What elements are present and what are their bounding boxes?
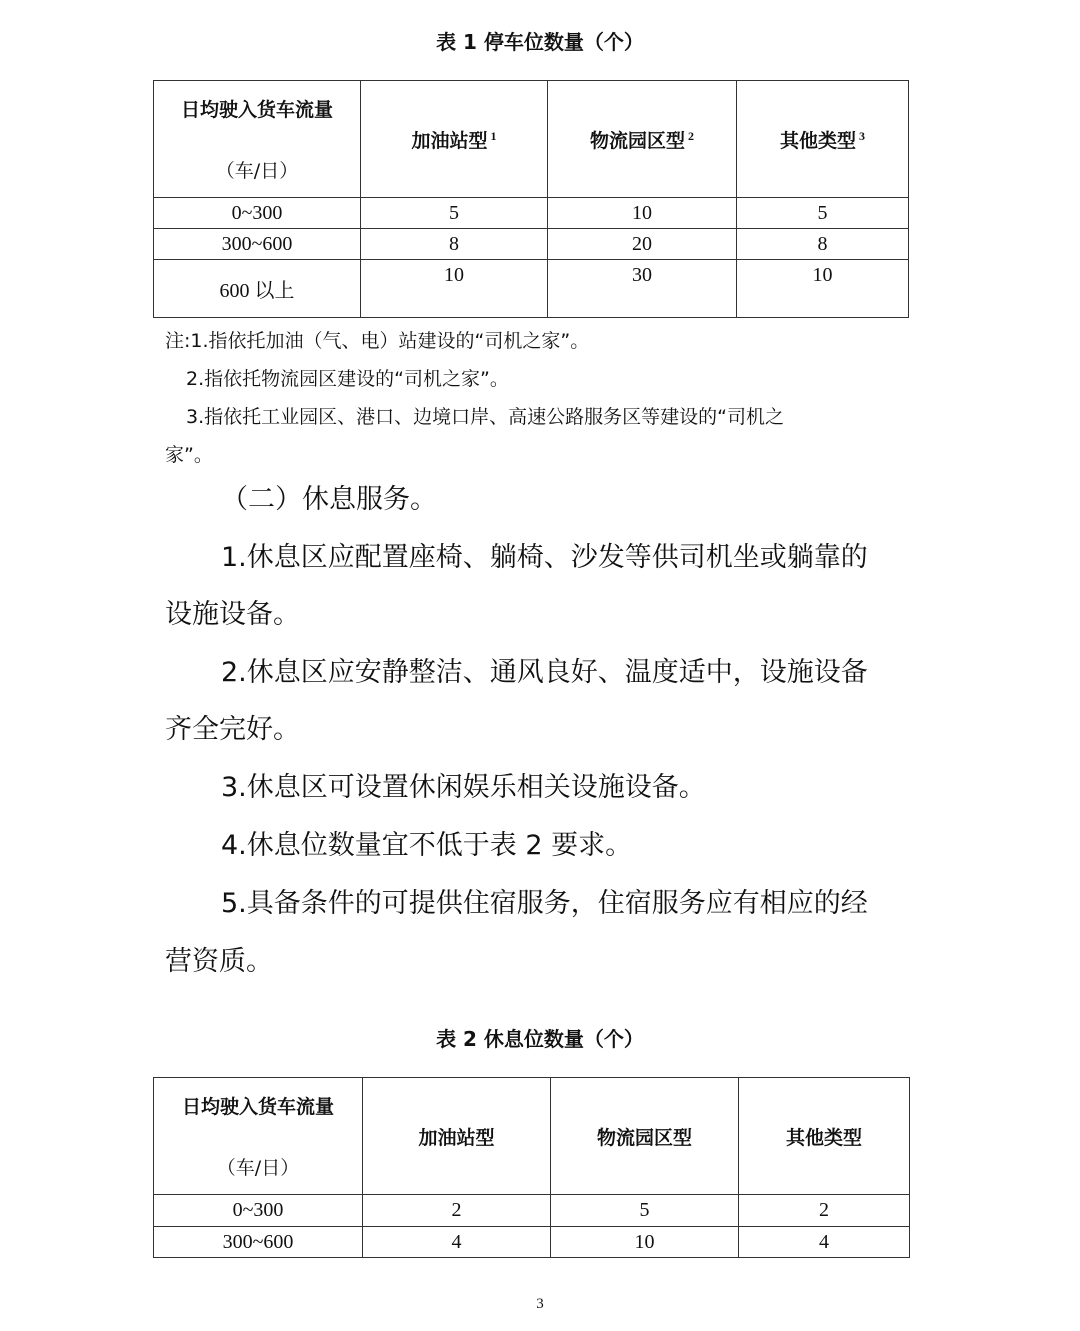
value-cell: 4 [739,1227,910,1258]
value-cell: 10 [551,1227,739,1258]
paragraph-2-line2: 齐全完好。 [165,714,300,745]
flow-header-line2: （车/日） [216,1157,300,1179]
footnote-marker: 3 [859,128,865,143]
table1-caption: 表 1 停车位数量（个） [436,30,644,54]
note-2: 2.指依托物流园区建设的“司机之家”。 [186,368,509,390]
table-row [154,1227,910,1258]
value-cell: 10 [548,198,737,229]
flow-cell: 300~600 [154,1227,363,1258]
table-row [154,1195,910,1227]
paragraph-5-line1: 5.具备条件的可提供住宿服务，住宿服务应有相应的经 [221,888,868,919]
value-cell: 8 [737,229,909,260]
table2-header-other: 其他类型 [739,1078,910,1195]
paragraph-3: 3.休息区可设置休闲娱乐相关设施设备。 [221,772,706,803]
flow-cell: 300~600 [154,229,361,260]
flow-header-line2: （车/日） [215,160,299,182]
table2-header-flow [154,1078,363,1195]
table1-header-logistics-park: 物流园区型 $^2$ [548,81,737,198]
value-cell: 20 [548,229,737,260]
value-cell: 4 [363,1227,551,1258]
paragraph-4: 4.休息位数量宜不低于表 2 要求。 [221,830,633,861]
value-cell: 5 [361,198,548,229]
value-cell: 30 [548,260,737,318]
table2-header-row [154,1078,910,1195]
paragraph-5-line2: 营资质。 [165,946,273,977]
section-heading: （二）休息服务。 [221,484,437,515]
table2 [153,1077,910,1258]
flow-cell: 600 以上 [154,260,361,318]
note-1: 注:1.指依托加油（气、电）站建设的“司机之家”。 [165,330,590,352]
value-cell: 2 [363,1195,551,1227]
value-cell: 10 [737,260,909,318]
table-row [154,260,909,318]
flow-cell: 0~300 [154,1195,363,1227]
table2-header-logistics-park: 物流园区型 [551,1078,739,1195]
flow-header-line1: 日均驶入货车流量 [181,1096,334,1118]
paragraph-1-line1: 1.休息区应配置座椅、躺椅、沙发等供司机坐或躺靠的 [221,542,868,573]
table1 [153,80,909,318]
table1-header-row [154,81,909,198]
flow-header-line1: 日均驶入货车流量 [180,99,333,121]
note-3-line2: 家”。 [165,444,213,466]
value-cell: 5 [737,198,909,229]
value-cell: 8 [361,229,548,260]
table-row [154,229,909,260]
table2-header-gas-station: 加油站型 [363,1078,551,1195]
value-cell: 2 [739,1195,910,1227]
footnote-marker: 2 [688,128,694,143]
table-row [154,198,909,229]
table1-header-other: 其他类型 $^3$ [737,81,909,198]
table1-header-gas-station: 加油站型 $^1$ [361,81,548,198]
value-cell: 5 [551,1195,739,1227]
paragraph-1-line2: 设施设备。 [165,599,300,630]
table1-header-flow [154,81,361,198]
footnote-marker: 1 [490,128,497,143]
table2-caption: 表 2 休息位数量（个） [436,1027,644,1051]
page-number: 3 [536,1296,544,1312]
paragraph-2-line1: 2.休息区应安静整洁、通风良好、温度适中，设施设备 [221,657,868,688]
note-3-line1: 3.指依托工业园区、港口、边境口岸、高速公路服务区等建设的“司机之 [186,406,784,428]
value-cell: 10 [361,260,548,318]
flow-cell: 0~300 [154,198,361,229]
